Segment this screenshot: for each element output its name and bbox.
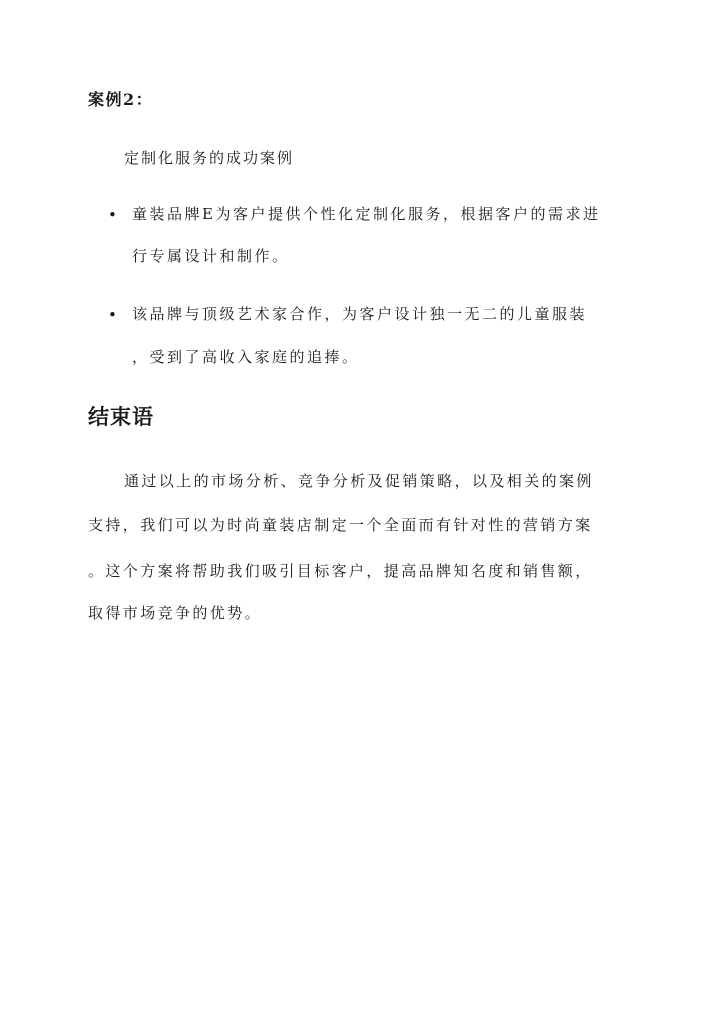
- case-title: 案例2：: [88, 90, 154, 109]
- bullet-line: ，受到了高收入家庭的追捧。: [132, 348, 360, 366]
- bullet-line: 行专属设计和制作。: [132, 247, 290, 265]
- paragraph-line: 支持，我们可以为时尚童装店制定一个全面而有针对性的营销方案: [88, 516, 593, 534]
- paragraph-line: 取得市场竞争的优势。: [88, 604, 263, 622]
- bullet-dot-icon: •: [108, 206, 117, 224]
- bullet-line: 该品牌与顶级艺术家合作，为客户设计独一无二的儿童服装: [132, 305, 588, 323]
- bullet-line: 童装品牌E为客户提供个性化定制化服务，根据客户的需求进: [132, 205, 601, 223]
- paragraph-line: 通过以上的市场分析、竞争分析及促销策略，以及相关的案例: [124, 472, 594, 490]
- conclusion-heading: 结束语: [88, 404, 154, 429]
- paragraph-line: 。这个方案将帮助我们吸引目标客户，提高品牌知名度和销售额，: [88, 562, 593, 580]
- bullet-dot-icon: •: [108, 306, 117, 324]
- case-subtitle: 定制化服务的成功案例: [124, 149, 295, 167]
